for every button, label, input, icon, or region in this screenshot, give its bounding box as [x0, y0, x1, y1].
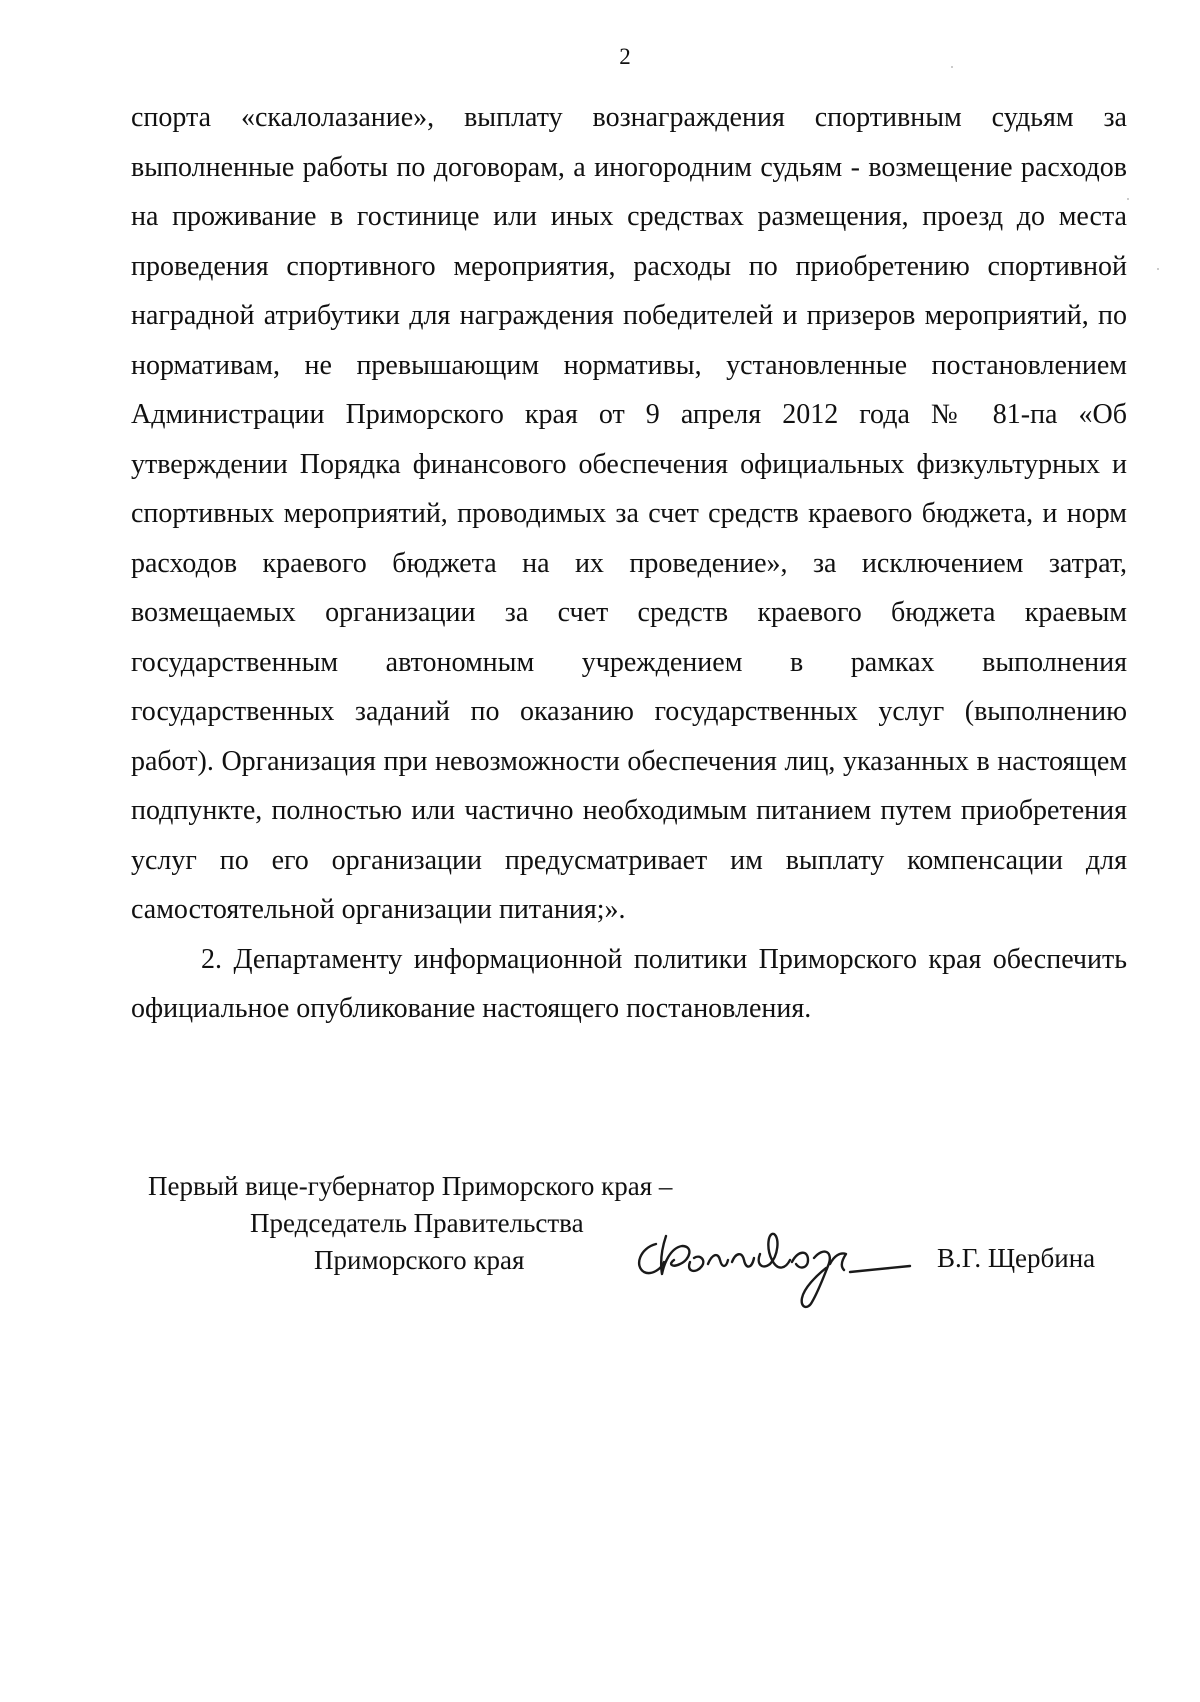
scan-speck — [1157, 268, 1159, 270]
document-body — [131, 93, 1127, 1034]
paragraph-continuation: спорта «скалолазание», выплату вознаграждения спортивным судьям за выполненные работы по договорам, а иногородним судьям - возмещение расходов на проживание в гостинице или иных средствах размещения, проезд до места проведения спортивного мероприятия, расходы по приобретению спортивной наградной атрибутики для награждения победителей и призеров мероприятий, по нормативам, не превышающим нормативы, установленные постановлением Администрации Приморского края от 9 апреля 2012 года № 81-па «Об утверждении Порядка финансового обеспечения официальных физкультурных и спортивных мероприятий, проводимых за счет средств краевого бюджета, и норм расходов краевого бюджета на их проведение», за исключением затрат, возмещаемых организации за счет средств краевого бюджета краевым государственным автономным учреждением в рамках выполнения государственных заданий по оказанию государственных услуг (выполнению работ). Организация при невозможности обеспечения лиц, указанных в настоящем подпункте, полностью или частично необходимым питанием путем приобретения услуг по его организации предусматривает им выплату компенсации для самостоятельной организации питания;». — [131, 102, 1127, 925]
page-number: 2 — [619, 44, 631, 69]
signer-name: В.Г. Щербина — [937, 1243, 1096, 1273]
signatory-title-line-1: Первый вице-губернатор Приморского края – — [148, 1171, 673, 1201]
signatory-title-line-3: Приморского края — [314, 1245, 525, 1275]
scan-speck — [951, 66, 953, 68]
signatory-title-line-2: Председатель Правительства — [250, 1208, 584, 1238]
handwritten-signature — [628, 1218, 918, 1318]
paragraph-item-2: 2. Департаменту информационной политики Приморского края обеспечить официальное опубликование настоящего постановления. — [131, 943, 1127, 1024]
scan-speck — [1127, 198, 1129, 200]
